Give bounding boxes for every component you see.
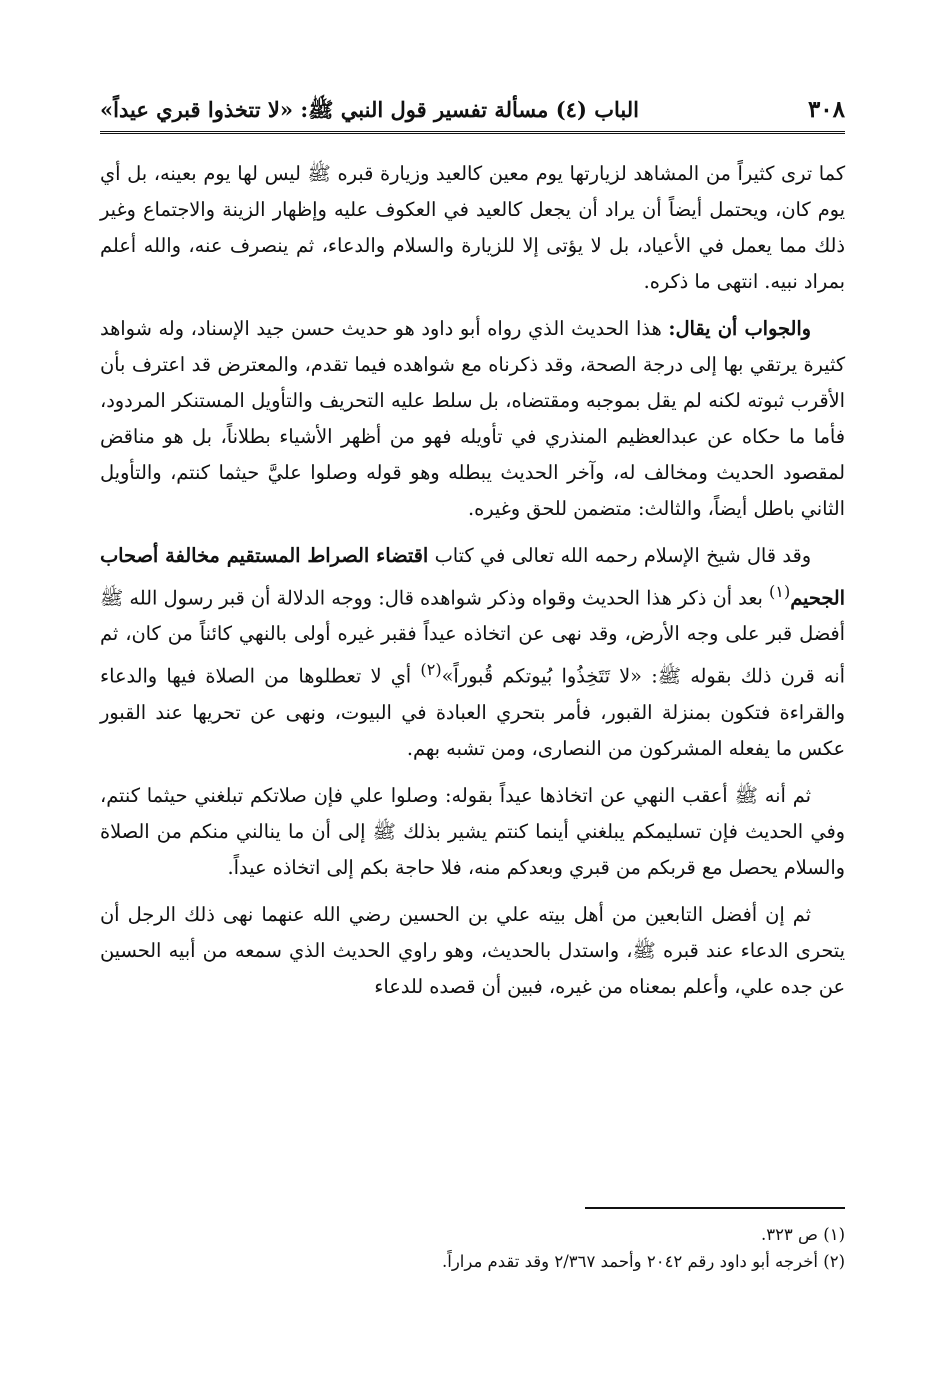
paragraph-3-middle: بعد أن ذكر هذا الحديث وقواه وذكر شواهده قال: ووجه الدلالة أن قبر رسول الله ﷺ أفضل قبر على وجه الأرض، وقد نهى عن اتخاذه عيداً فقبر غيره أولى بالنهي كائناً من كان، ثم أنه قرن ذلك بقوله ﷺ: «لا تَتَخِذُوا بُيوتكم قُبوراً» <box>100 586 845 688</box>
running-header <box>100 95 845 134</box>
footnote-ref-1: (١) <box>769 582 791 601</box>
page-body <box>100 156 845 1005</box>
paragraph-2-text: هذا الحديث الذي رواه أبو داود هو حديث حسن جيد الإسناد، وله شواهد كثيرة يرتقي بها إلى درجة الصحة، وقد ذكرناه مع شواهده فيما تقدم، والمعترض قد اعترف بأن الأقرب ثبوته لكنه لم يقل بموجبه ومقتضاه، بل سلط عليه التحريف والتأويل المستنكر المردود، فأما ما حكاه عن عبدالعظيم المنذري في تأويله فهو من أظهر الأشياء بطلاناً، بل هو مناقض لمقصود الحديث ومخالف له، وآخر الحديث يبطله وهو قوله وصلوا عليَّ حيثما كنتم، والتأويل الثاني باطل أيضاً، والثالث: متضمن للحق وغيره. <box>100 317 845 520</box>
paragraph-2 <box>100 311 845 527</box>
footnote-1: (١) ص ٣٢٣. <box>760 1225 845 1244</box>
book-title: اقتضاء الصراط المستقيم مخالفة أصحاب الجحيم <box>100 544 845 610</box>
paragraph-3 <box>100 538 845 767</box>
footnote-divider <box>585 1207 845 1209</box>
paragraph-5: ثم إن أفضل التابعين من أهل بيته علي بن الحسين رضي الله عنهما نهى ذلك الرجل أن يتحرى الدعاء عند قبره ﷺ، واستدل بالحديث، وهو راوي الحديث الذي سمعه من أبيه الحسين عن جده علي، وأعلم بمعناه من غيره، فبين أن قصده للدعاء <box>100 902 845 998</box>
paragraph-3-end: أي لا تعطلوها من الصلاة فيها والدعاء والقراءة فتكون بمنزلة القبور، فأمر بتحري العبادة في البيوت، ونهى عن تحريها عند القبور عكس ما يفعله المشركون من النصارى، ومن تشبه بهم. <box>100 664 845 760</box>
paragraph-1: كما ترى كثيراً من المشاهد لزيارتها يوم معين كالعيد وزيارة قبره ﷺ ليس لها يوم بعينه، بل أي يوم كان، ويحتمل أيضاً أن يراد أن يجعل كالعيد في العكوف عليه وإظهار الزينة والاجتماع وغير ذلك مما يعمل في الأعياد، بل لا يؤتى إلا للزيارة والسلام والدعاء، ثم ينصرف عنه، والله أعلم بمراد نبيه. انتهى ما ذكره. <box>100 162 845 293</box>
paragraph-4: ثم أنه ﷺ أعقب النهي عن اتخاذها عيداً بقوله: وصلوا علي فإن صلاتكم تبلغني حيثما كنتم، وفي الحديث فإن تسليمكم يبلغني أينما كنتم يشير بذلك ﷺ إلى أن ما ينالني منكم من الصلاة والسلام يحصل مع قربكم من قبري وبعدكم منه، فلا حاجة بكم إلى اتخاذه عيداً. <box>100 783 845 879</box>
footnotes <box>100 1207 845 1275</box>
chapter-title: الباب (٤) مسألة تفسير قول النبي ﷺ: «لا تتخذوا قبري عيداً» <box>100 97 639 122</box>
paragraph-3-intro: وقد قال شيخ الإسلام رحمه الله تعالى في كتاب <box>428 544 812 567</box>
footnote-ref-2: (٢) <box>420 660 442 680</box>
book-page <box>100 95 845 1016</box>
footnote-2: (٢) أخرجه أبو داود رقم ٢٠٤٢ وأحمد ٢/٣٦٧ وقد تقدم مراراً. <box>441 1252 845 1271</box>
answer-lead: والجواب أن يقال: <box>668 317 811 340</box>
page-number: ٣٠٨ <box>807 96 845 123</box>
